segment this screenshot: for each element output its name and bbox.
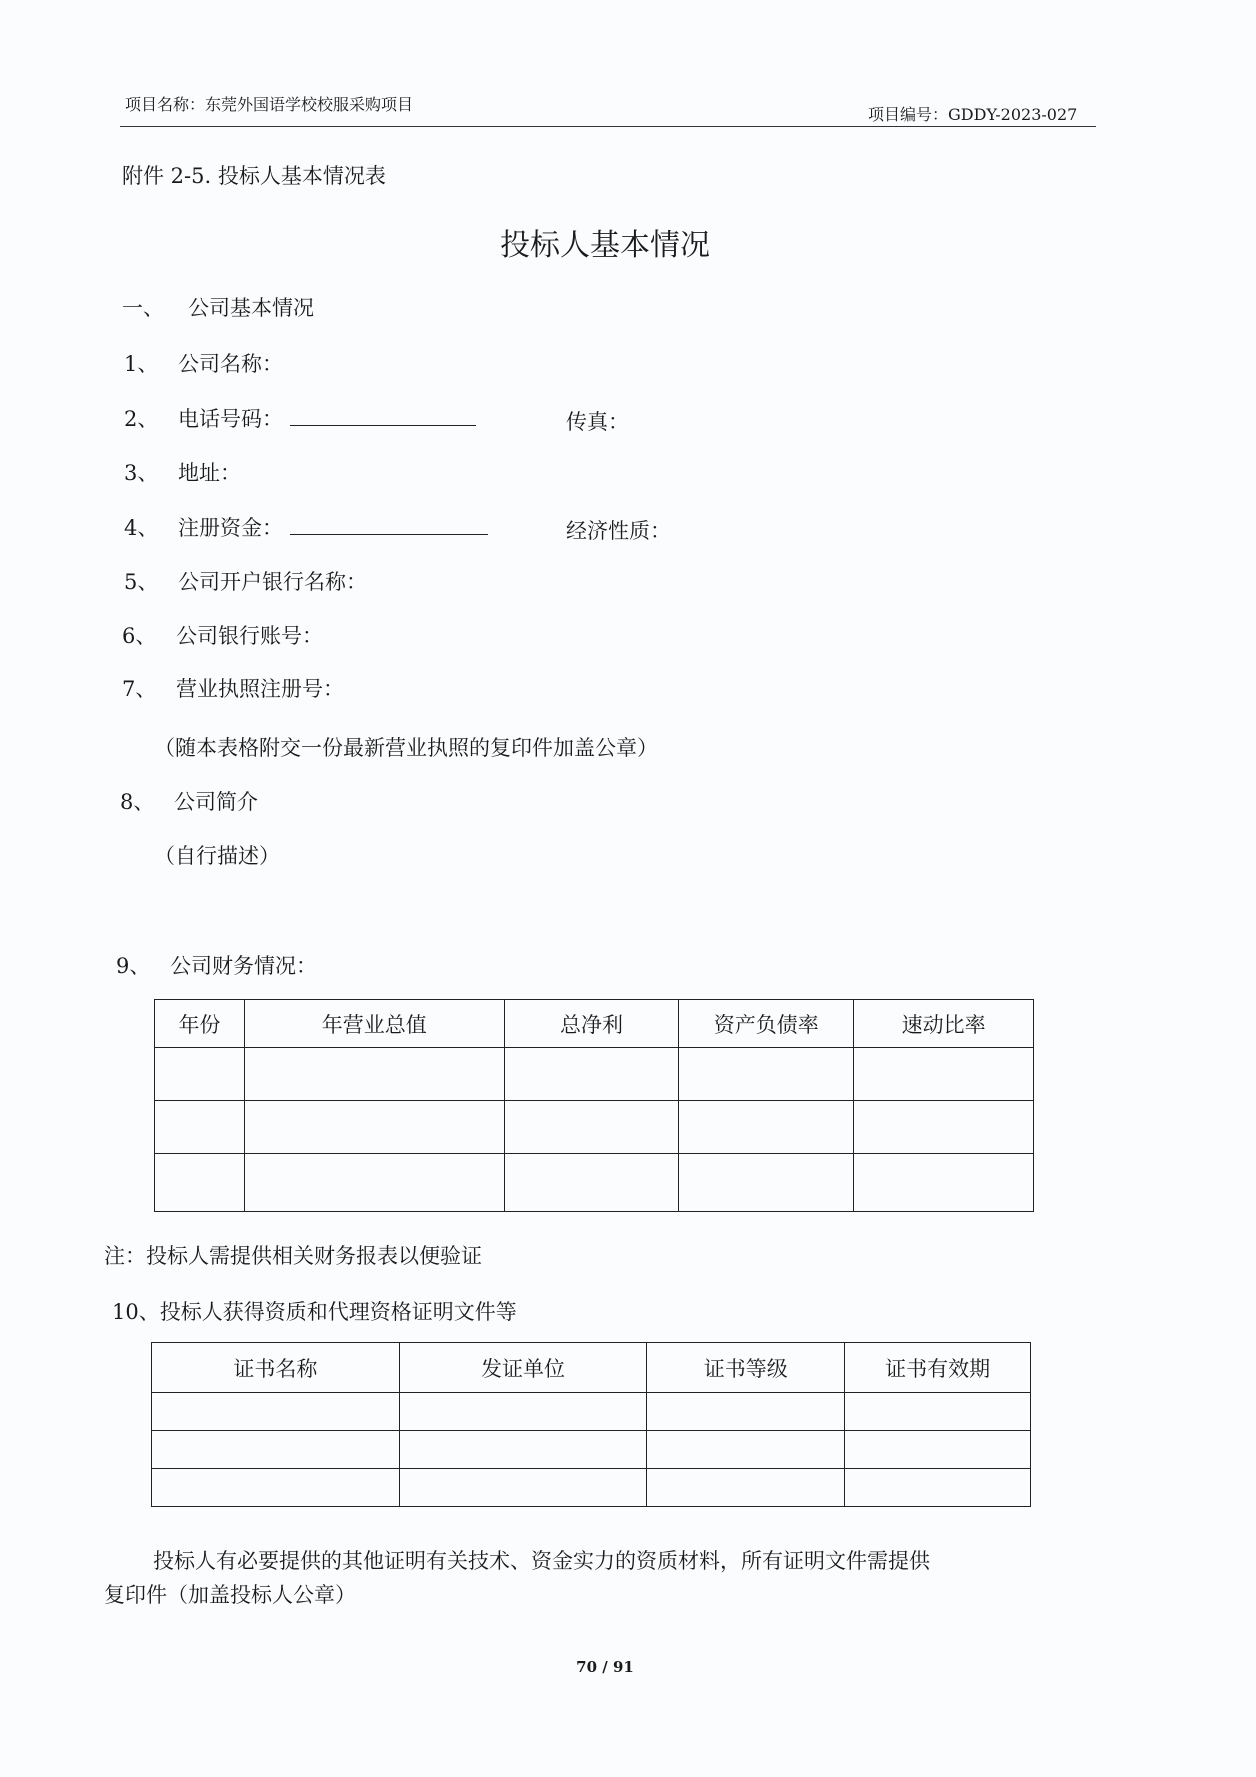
header-project-name: 项目名称：东莞外国语学校校服采购项目	[125, 95, 414, 114]
certificate-table	[151, 1342, 1031, 1507]
table-cell[interactable]	[854, 1048, 1034, 1101]
table-cell[interactable]	[399, 1393, 647, 1431]
table-row	[155, 1048, 1034, 1101]
item-label: 公司财务情况：	[170, 954, 317, 978]
item-label: 公司开户银行名称：	[178, 570, 367, 594]
section-label: 公司基本情况	[188, 296, 314, 320]
item-number: 5、	[124, 570, 159, 594]
table-cell[interactable]	[647, 1431, 845, 1469]
table-header-row	[152, 1343, 1031, 1393]
table-row	[155, 1101, 1034, 1154]
item-fax-label: 传真：	[566, 410, 629, 434]
phone-blank-line	[290, 405, 476, 426]
closing-paragraph-line-2: 复印件（加盖投标人公章）	[104, 1583, 356, 1607]
table-cell[interactable]	[244, 1154, 504, 1212]
table-cell[interactable]	[152, 1393, 400, 1431]
table-row	[152, 1431, 1031, 1469]
page-number: 70 / 91	[576, 1658, 634, 1676]
item-number: 6、	[122, 624, 157, 648]
table-cell[interactable]	[155, 1101, 245, 1154]
section-number: 一、	[122, 296, 164, 320]
column-header: 资产负债率	[679, 1000, 854, 1048]
item-label: 注册资金：	[178, 516, 283, 540]
table-cell[interactable]	[845, 1393, 1031, 1431]
item-number: 3、	[124, 461, 159, 485]
capital-blank-line	[290, 514, 488, 535]
table-header-row	[155, 1000, 1034, 1048]
table-cell[interactable]	[679, 1048, 854, 1101]
item-number: 7、	[122, 677, 157, 701]
table-cell[interactable]	[854, 1101, 1034, 1154]
table-cell[interactable]	[647, 1469, 845, 1507]
attachment-label: 附件 2-5. 投标人基本情况表	[122, 164, 386, 188]
table-cell[interactable]	[504, 1048, 679, 1101]
license-note: （随本表格附交一份最新营业执照的复印件加盖公章）	[154, 736, 658, 760]
table-cell[interactable]	[399, 1469, 647, 1507]
table-cell[interactable]	[152, 1469, 400, 1507]
table-cell[interactable]	[152, 1431, 400, 1469]
table-row	[155, 1154, 1034, 1212]
profile-note: （自行描述）	[154, 844, 280, 868]
item-financial-status	[116, 950, 317, 980]
financial-table	[154, 999, 1034, 1212]
table-row	[152, 1393, 1031, 1431]
item-number: 9、	[116, 954, 151, 978]
item-number: 2、	[124, 407, 159, 431]
column-header: 年份	[155, 1000, 245, 1048]
column-header: 发证单位	[399, 1343, 647, 1393]
item-business-license	[122, 673, 344, 703]
item-bank-name	[124, 566, 367, 596]
item-number: 4、	[124, 516, 159, 540]
item-bank-account	[122, 620, 323, 650]
item-label: 公司银行账号：	[176, 624, 323, 648]
item-phone	[124, 403, 476, 433]
item-qualifications: 10、投标人获得资质和代理资格证明文件等	[112, 1300, 517, 1324]
item-label: 地址：	[178, 461, 241, 485]
table-cell[interactable]	[244, 1101, 504, 1154]
item-company-profile	[120, 786, 258, 816]
table-cell[interactable]	[679, 1154, 854, 1212]
table-row	[152, 1469, 1031, 1507]
item-economic-nature-label: 经济性质：	[566, 519, 671, 543]
item-label: 电话号码：	[178, 407, 283, 431]
table-cell[interactable]	[504, 1101, 679, 1154]
column-header: 证书名称	[152, 1343, 400, 1393]
item-address	[124, 457, 241, 487]
item-company-name	[124, 348, 283, 378]
table-cell[interactable]	[845, 1431, 1031, 1469]
table-cell[interactable]	[155, 1048, 245, 1101]
header-rule	[120, 126, 1096, 127]
item-number: 1、	[124, 352, 159, 376]
table-cell[interactable]	[679, 1101, 854, 1154]
item-registered-capital	[124, 512, 488, 542]
table-cell[interactable]	[155, 1154, 245, 1212]
column-header: 总净利	[504, 1000, 679, 1048]
page-title: 投标人基本情况	[500, 228, 710, 263]
table-cell[interactable]	[504, 1154, 679, 1212]
table-cell[interactable]	[399, 1431, 647, 1469]
financial-note: 注：投标人需提供相关财务报表以便验证	[104, 1244, 482, 1268]
column-header: 年营业总值	[244, 1000, 504, 1048]
table-cell[interactable]	[244, 1048, 504, 1101]
table-cell[interactable]	[647, 1393, 845, 1431]
section-1-heading	[122, 292, 314, 322]
table-cell[interactable]	[845, 1469, 1031, 1507]
closing-paragraph-line-1: 投标人有必要提供的其他证明有关技术、资金实力的资质材料，所有证明文件需提供	[153, 1549, 930, 1573]
item-number: 8、	[120, 790, 155, 814]
header-project-code: 项目编号：GDDY-2023-027	[868, 105, 1078, 124]
column-header: 证书等级	[647, 1343, 845, 1393]
item-label: 公司简介	[174, 790, 258, 814]
column-header: 证书有效期	[845, 1343, 1031, 1393]
item-label: 营业执照注册号：	[176, 677, 344, 701]
item-label: 公司名称：	[178, 352, 283, 376]
table-cell[interactable]	[854, 1154, 1034, 1212]
column-header: 速动比率	[854, 1000, 1034, 1048]
